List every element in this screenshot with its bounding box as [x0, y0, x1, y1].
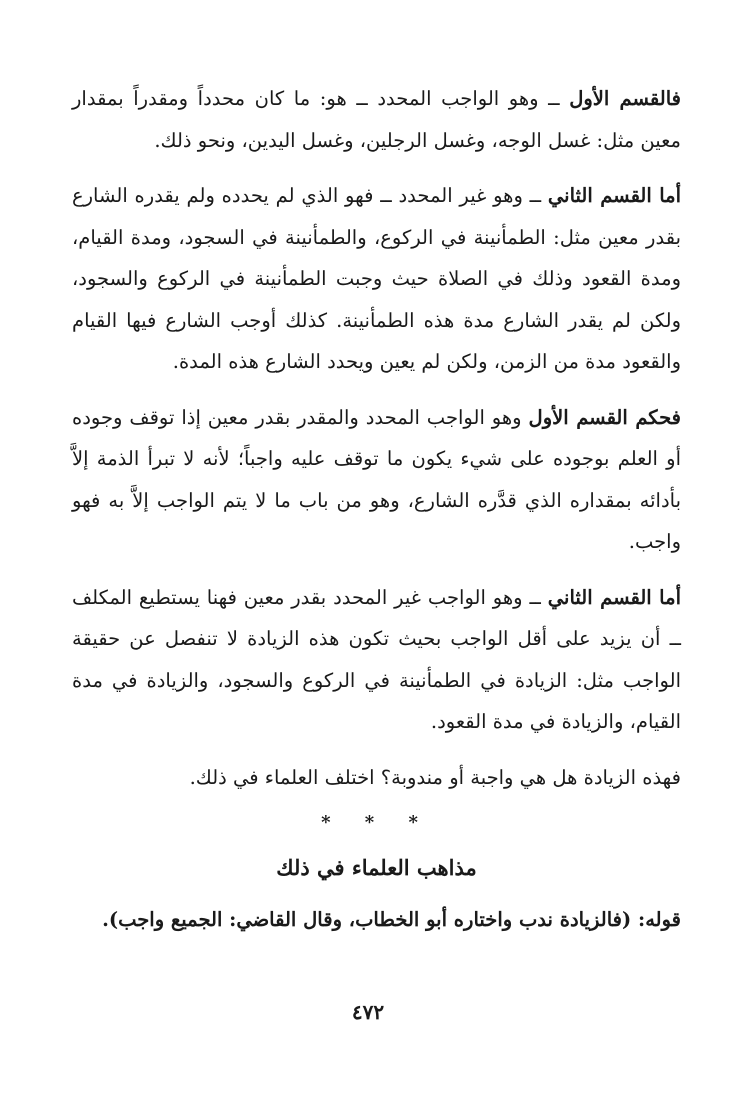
paragraph-lead: فحكم القسم الأول: [528, 405, 681, 429]
quoted-statement: [72, 899, 681, 941]
paragraph-ruling-second: [72, 577, 681, 743]
paragraph-text: ــ وهو الواجب غير المحدد بقدر معين فهنا يستطيع المكلف ــ أن يزيد على أقل الواجب بحيث تكون هذه الزيادة لا تنفصل عن حقيقة الواجب مثل: الزيادة في الطمأنينة في الركوع والسجود، والزيادة في مدة القيام، والزيادة في مدة القعود.: [72, 585, 681, 733]
section-separator: * * *: [321, 812, 432, 833]
paragraph-text: وهو الواجب المحدد والمقدر بقدر معين إذا توقف وجوده أو العلم بوجوده على شيء يكون ما توقف عليه واجباً؛ لأنه لا تبرأ الذمة إلاَّ بأدائه بمقداره الذي قدَّره الشارع، وهو من باب ما لا يتم الواجب إلاَّ به فهو واجب.: [72, 405, 681, 553]
paragraph-ruling-first: [72, 397, 681, 563]
section-heading: مذاهب العلماء في ذلك: [276, 855, 477, 880]
paragraph-question: [72, 757, 681, 799]
page-body: [72, 78, 681, 955]
paragraph-text: ــ وهو غير المحدد ــ فهو الذي لم يحدده ولم يقدره الشارع بقدر معين مثل: الطمأنينة في الركوع، والطمأنينة في السجود، ومدة القيام، ومدة القعود وذلك في الصلاة حيث وجبت الطمأنينة في الركوع والسجود، ولكن لم يقدر الشارع مدة هذه الطمأنينة. كذلك أوجب الشارع فيها القيام والقعود مدة من الزمن، ولكن لم يعين ويحدد الشارع هذه المدة.: [72, 184, 681, 373]
paragraph-text: فهذه الزيادة هل هي واجبة أو مندوبة؟ اختلف العلماء في ذلك.: [189, 765, 681, 789]
paragraph-second-category: [72, 175, 681, 383]
page-number: ٤٧٢: [351, 1000, 385, 1024]
quote-label: قوله:: [638, 908, 681, 931]
paragraph-first-category: [72, 78, 681, 161]
paragraph-lead: فالقسم الأول: [569, 87, 681, 110]
quote-text: (فالزيادة ندب واختاره أبو الخطاب، وقال القاضي: الجميع واجب).: [102, 908, 638, 931]
paragraph-text: ــ وهو الواجب المحدد ــ هو: ما كان محدداً ومقدراً بمقدار معين مثل: غسل الوجه، وغسل الرجلين، وغسل اليدين، ونحو ذلك.: [72, 87, 681, 152]
paragraph-lead: أما القسم الثاني: [547, 585, 681, 609]
paragraph-lead: أما القسم الثاني: [547, 184, 681, 207]
